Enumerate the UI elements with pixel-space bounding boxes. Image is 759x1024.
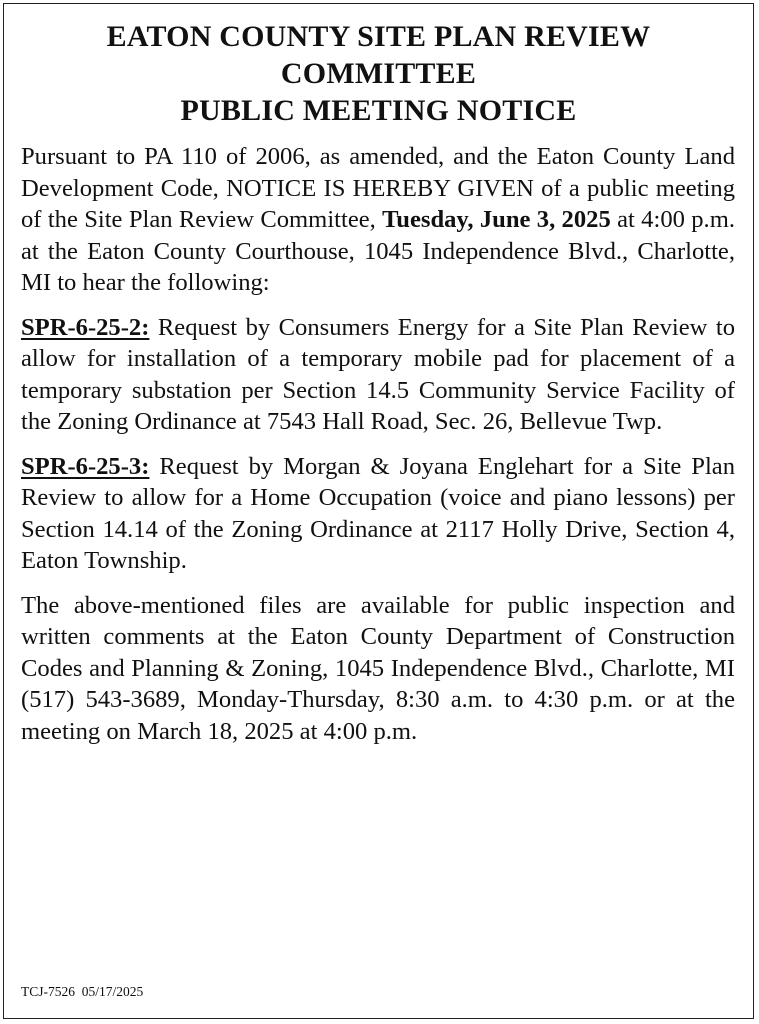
- case-id: SPR-6-25-3:: [21, 452, 150, 480]
- intro-text-start: Pursuant to PA 110 of 2006, as amended, and the Eaton County Land Development Code, NOTICE IS HEREBY GIVEN of a public meeting of the Site Plan Review Committee,: [21, 143, 735, 233]
- request-item: [21, 451, 735, 577]
- case-id: SPR-6-25-2:: [21, 313, 150, 341]
- notice-body: [4, 141, 753, 747]
- meeting-date: Tuesday, June 3, 2025: [382, 206, 611, 233]
- request-text: Request by Consumers Energy for a Site Plan Review to allow for installation of a temporary mobile pad for placement of a temporary substation per Section 14.5 Community Service Facility of the Zoning Ordinance at 7543 Hall Road, Sec. 26, Bellevue Twp.: [21, 313, 735, 435]
- intro-text-end: at 4:00 p.m. at the Eaton County Courthouse, 1045 Independence Blvd., Charlotte, MI to hear the following:: [21, 206, 735, 296]
- publication-reference: TCJ-7526 05/17/2025: [21, 984, 144, 999]
- public-notice: [3, 3, 754, 1019]
- request-item: [21, 312, 735, 438]
- title-line-1: EATON COUNTY SITE PLAN REVIEW: [106, 20, 651, 53]
- closing-paragraph: The above-mentioned files are available for public inspection and written comments at the Eaton County Department of Construction Codes and Planning & Zoning, 1045 Independence Blvd., Charlotte, MI (517) 543-3689, Monday-Thursday, 8:30 a.m. to 4:30 p.m. or at the meeting on March 18, 2025 at 4:00 p.m.: [21, 591, 735, 745]
- title-line-2: COMMITTEE: [280, 57, 477, 90]
- intro-paragraph: [21, 141, 735, 299]
- request-text: Request by Morgan & Joyana Englehart for a Site Plan Review to allow for a Home Occupation (voice and piano lessons) per Section 14.14 of the Zoning Ordinance at 2117 Holly Drive, Section 4, Eaton Township.: [21, 452, 735, 574]
- notice-title: [14, 4, 743, 129]
- title-line-3: PUBLIC MEETING NOTICE: [180, 94, 577, 127]
